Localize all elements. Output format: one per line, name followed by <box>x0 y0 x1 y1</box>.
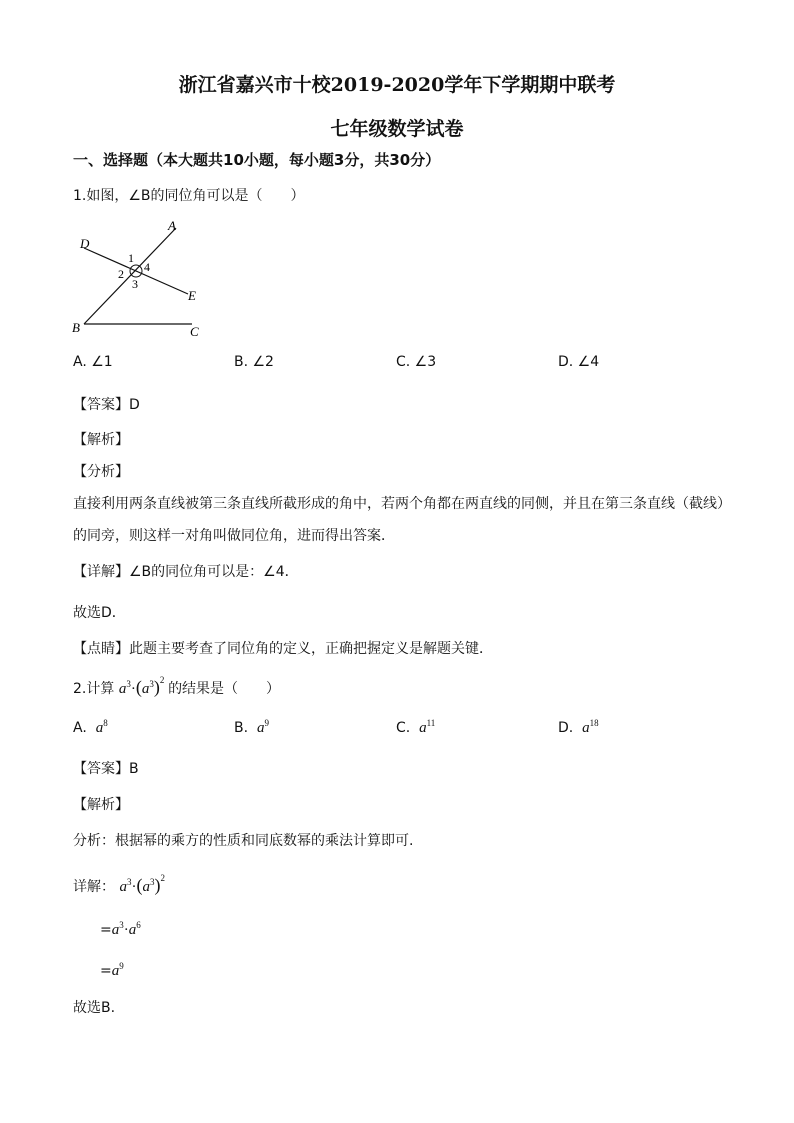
option-label: C. <box>396 720 411 736</box>
expr-exp3: 2 <box>159 675 165 685</box>
detail-text: ∠B的同位角可以是：∠4． <box>129 564 299 580</box>
q1-analysis-tag: 【解析】 <box>73 432 129 448</box>
q1-detail <box>73 562 299 582</box>
q2-fenxi: 分析：根据幂的乘方的性质和同底数幂的乘法计算即可. <box>73 833 414 849</box>
expr-base: a <box>118 681 127 697</box>
expr-dot: · <box>130 681 136 697</box>
q1-fenxi-tag: 【分析】 <box>73 464 129 480</box>
label-a: A <box>168 218 176 233</box>
q1-answer <box>73 395 140 415</box>
q2-option-a <box>73 718 108 737</box>
q2-conclusion: 故选B. <box>73 1000 116 1016</box>
q2-analysis-tag: 【解析】 <box>73 797 129 813</box>
detail-prefix: 详解： <box>73 879 115 895</box>
page-subtitle: 七年级数学试卷 <box>330 118 464 140</box>
q2-option-c <box>396 718 435 737</box>
label-b: B <box>72 320 80 335</box>
answer-tag: 【答案】 <box>73 397 129 413</box>
option-expr: $a^9$ <box>256 718 269 736</box>
q2-expression <box>118 675 168 697</box>
q2-step1 <box>100 915 141 940</box>
q2-stem-prefix: 2.计算 <box>73 681 115 697</box>
option-label: D. <box>558 720 574 736</box>
comment-tag: 【点睛】 <box>73 641 129 657</box>
equals-sign: = <box>100 922 112 938</box>
expr-exp1: 3 <box>126 679 131 689</box>
q1-option-a: A. ∠1 <box>73 354 113 370</box>
line-ba <box>84 228 176 324</box>
q2-stem <box>73 674 280 699</box>
comment-text: 此题主要考查了同位角的定义，正确把握定义是解题关键． <box>129 641 493 657</box>
q2-step2 <box>100 956 124 981</box>
q2-stem-suffix: 的结果是（ ） <box>168 681 281 697</box>
answer-tag: 【答案】 <box>73 761 129 777</box>
label-4: 4 <box>144 260 150 274</box>
detail-tag: 【详解】 <box>73 564 129 580</box>
option-label: B. <box>234 720 249 736</box>
option-expr: $a^{18}$ <box>582 718 599 736</box>
label-3: 3 <box>132 277 138 291</box>
q2-detail <box>73 872 165 897</box>
option-expr: $a^{11}$ <box>419 718 436 736</box>
expr-exp2: 3 <box>149 679 154 689</box>
expr-inner-base: a <box>141 681 150 697</box>
label-1: 1 <box>128 251 134 265</box>
q1-fenxi-line1: 直接利用两条直线被第三条直线所截形成的角中，若两个角都在两直线的同侧，并且在第三条直线（截线） <box>73 496 731 512</box>
q2-answer <box>73 759 139 779</box>
label-d: D <box>80 236 90 251</box>
label-2: 2 <box>118 267 124 281</box>
section-heading: 一、选择题（本大题共10小题，每小题3分，共30分） <box>73 151 441 169</box>
expr-rparen: ) <box>153 677 160 697</box>
label-e: E <box>188 288 196 303</box>
q2-option-b <box>234 718 269 737</box>
q1-option-c: C. ∠3 <box>396 354 437 370</box>
page-title: 浙江省嘉兴市十校2019-2020学年下学期期中联考 <box>178 74 616 96</box>
answer-value: D <box>129 397 140 413</box>
q1-conclusion: 故选D． <box>73 605 126 621</box>
q1-option-b: B. ∠2 <box>234 354 274 370</box>
q1-option-d: D. ∠4 <box>558 354 600 370</box>
label-c: C <box>190 324 199 339</box>
option-label: A. <box>73 720 87 736</box>
q1-figure <box>68 214 218 344</box>
q1-fenxi-line2: 的同旁，则这样一对角叫做同位角，进而得出答案． <box>73 528 395 544</box>
expr-lparen: ( <box>135 677 142 697</box>
equals-sign: = <box>100 963 112 979</box>
step1-expr: $a^3\cdot a^6$ <box>111 920 141 938</box>
q2-option-d <box>558 718 599 737</box>
answer-value: B <box>129 761 139 777</box>
q1-comment <box>73 639 493 659</box>
q1-stem: 1.如图，∠B的同位角可以是（ ） <box>73 188 305 204</box>
step2-expr: $a^9$ <box>111 961 124 979</box>
detail-expression: $a^3\cdot(a^3)^2$ <box>119 873 165 895</box>
option-expr: $a^8$ <box>95 718 108 736</box>
